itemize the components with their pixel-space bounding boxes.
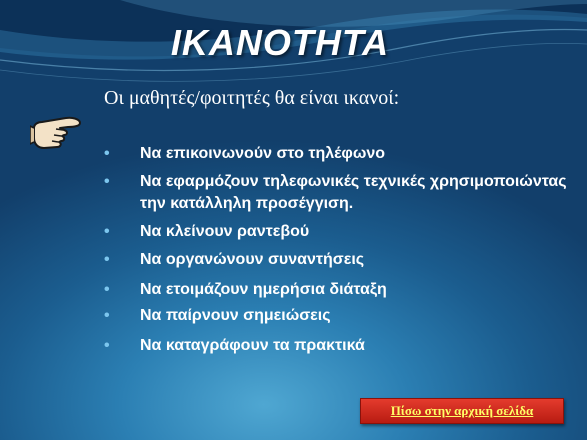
bullet-list (104, 143, 574, 357)
bullet-text: Να εφαρμόζουν τηλεφωνικές τεχνικές χρησιμοποιώντας την κατάλληλη προσέγγιση. (140, 173, 567, 212)
back-to-home-button[interactable] (360, 398, 564, 424)
back-to-home-label[interactable]: Πίσω στην αρχική σελίδα (390, 403, 534, 418)
bullet-dot: • (104, 223, 110, 240)
pointing-hand-icon (30, 112, 84, 152)
bullet-item (104, 171, 574, 215)
bullet-text: Να παίρνουν σημειώσεις (140, 307, 331, 324)
bullet-text: Να κλείνουν ραντεβού (140, 223, 310, 240)
bullet-text: Να επικοινωνούν στο τηλέφωνο (140, 145, 385, 162)
bullet-item (104, 143, 574, 165)
bullet-dot: • (104, 307, 110, 324)
bullet-item (104, 305, 574, 327)
slide-title: ΙΚΑΝΟΤΗΤΑ (170, 22, 390, 63)
bullet-dot: • (104, 145, 110, 162)
bullet-text: Να ετοιμάζουν ημερήσια διάταξη (140, 281, 387, 298)
slide-subtitle: Οι μαθητές/φοιτητές θα είναι ικανοί: (104, 87, 400, 109)
bullet-dot: • (104, 281, 110, 298)
bullet-item (104, 335, 574, 357)
bullet-text: Να οργανώνουν συναντήσεις (140, 251, 365, 268)
bullet-dot: • (104, 173, 110, 190)
bullet-text: Να καταγράφουν τα πρακτικά (140, 337, 365, 354)
bullet-dot: • (104, 337, 110, 354)
bullet-item (104, 249, 574, 271)
bullet-item (104, 221, 574, 243)
bullet-dot: • (104, 251, 110, 268)
bullet-item (104, 279, 574, 301)
wave-decoration (0, 0, 587, 140)
